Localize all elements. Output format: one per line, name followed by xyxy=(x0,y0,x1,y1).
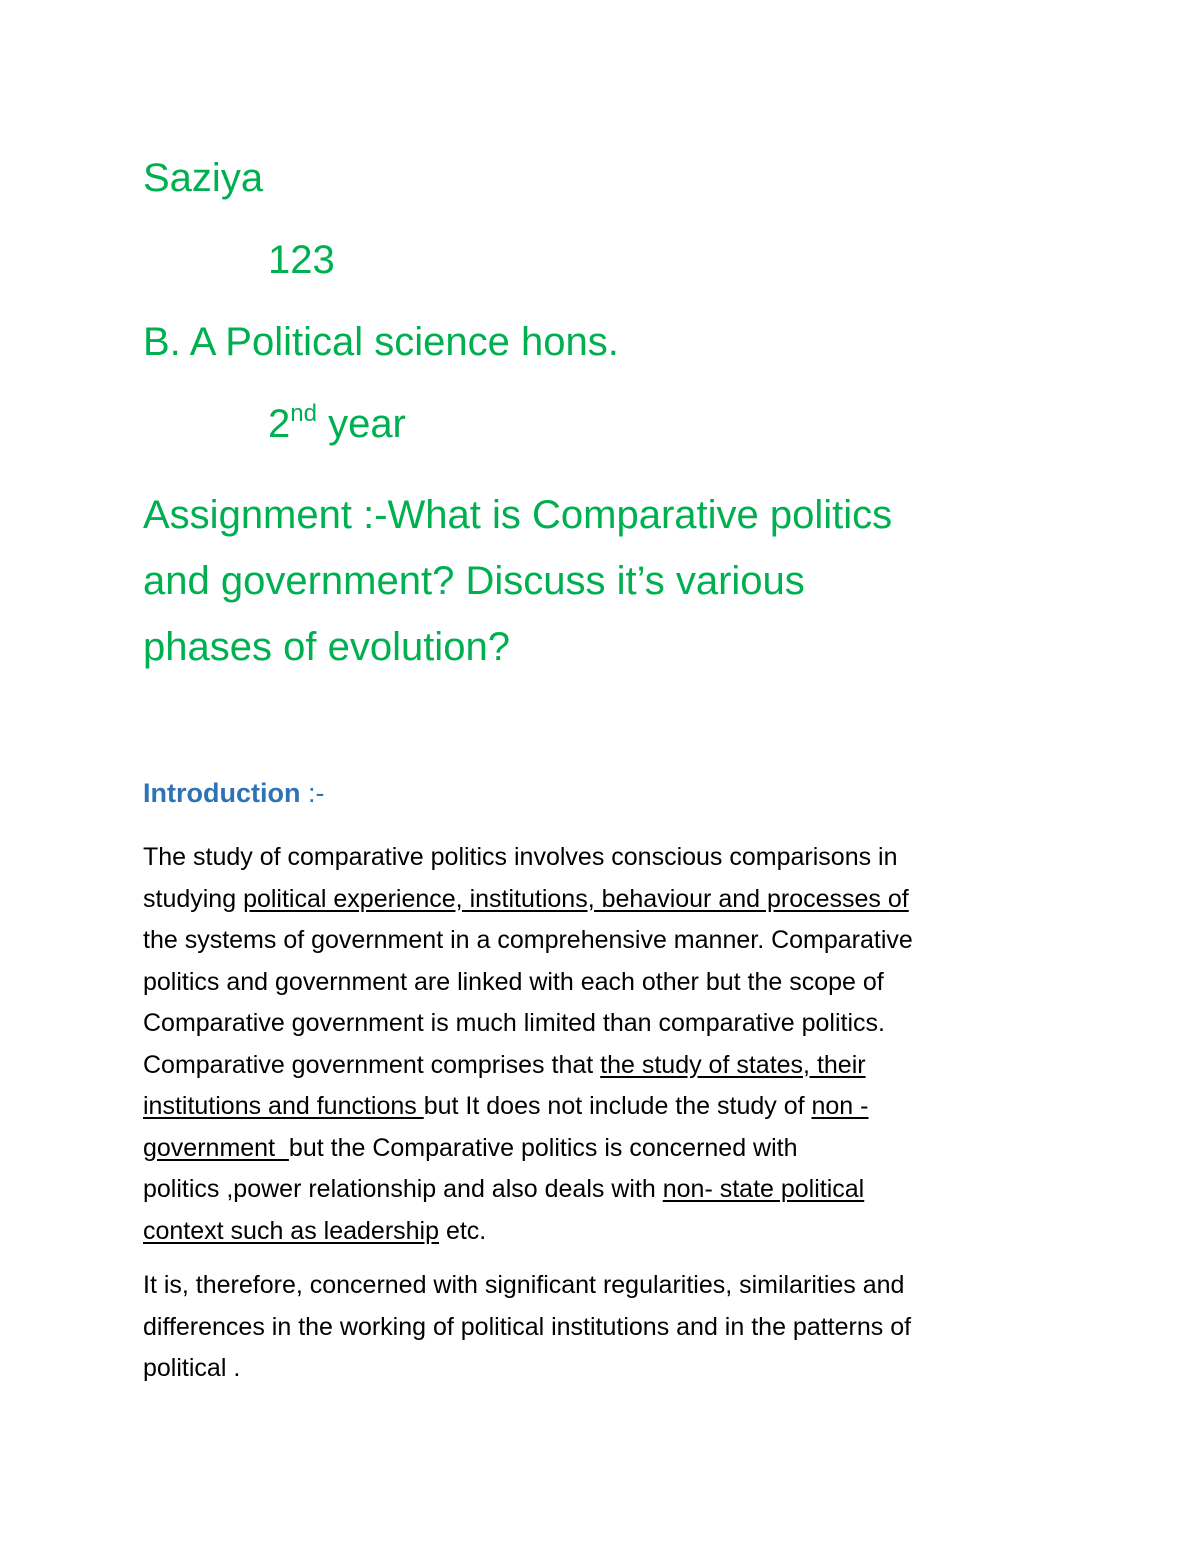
assignment-line: phases of evolution? xyxy=(143,625,510,669)
assignment-question xyxy=(143,482,1083,680)
assignment-line: and government? Discuss it’s various xyxy=(143,559,805,603)
paragraph-line: Comparative government is much limited than comparative politics. xyxy=(143,1009,885,1037)
underlined-text: context such as leadership xyxy=(143,1216,440,1245)
paragraph-text: but the Comparative politics is concerned with xyxy=(288,1133,798,1162)
paragraph-line: The study of comparative politics involves conscious comparisons in xyxy=(143,843,898,871)
introduction-heading xyxy=(143,778,324,809)
introduction-heading-colon: :- xyxy=(300,778,325,808)
underlined-text: non - xyxy=(811,1092,869,1120)
underlined-text: institutions and functions xyxy=(143,1092,424,1120)
paragraph-text: studying xyxy=(143,884,244,913)
paragraph-line xyxy=(143,1045,1073,1087)
paragraph-text: etc. xyxy=(439,1216,487,1245)
year-word: year xyxy=(316,402,406,446)
paragraph-line: It is, therefore, concerned with significant regularities, similarities and xyxy=(143,1271,905,1299)
introduction-paragraph xyxy=(143,837,1073,1252)
roll-number: 123 xyxy=(268,238,335,282)
paragraph-line: political . xyxy=(143,1354,241,1382)
course-title: B. A Political science hons. xyxy=(143,320,619,364)
paragraph-line: politics and government are linked with each other but the scope of xyxy=(143,967,884,996)
year-number: 2 xyxy=(268,402,291,446)
underlined-text: political experience, institutions, behaviour and processes of xyxy=(243,884,909,913)
paragraph-text: but It does not include the study of xyxy=(423,1092,812,1120)
assignment-line: Assignment :-What is Comparative politics xyxy=(143,493,893,537)
paragraph-line xyxy=(143,1169,1073,1211)
introduction-heading-text: Introduction xyxy=(143,778,301,808)
underlined-text: government xyxy=(143,1133,289,1162)
year-suffix: nd xyxy=(290,400,317,427)
paragraph-text: politics ,power relationship and also deals with xyxy=(143,1175,663,1203)
paragraph-line xyxy=(143,879,1073,921)
paragraph-line xyxy=(143,1086,1073,1128)
paragraph-text: Comparative government comprises that xyxy=(143,1050,601,1079)
underlined-text: the study of states, their xyxy=(600,1050,866,1079)
paragraph-line xyxy=(143,1211,1073,1253)
conclusion-paragraph xyxy=(143,1265,1073,1390)
paragraph-line: the systems of government in a comprehensive manner. Comparative xyxy=(143,926,913,954)
underlined-text: non- state political xyxy=(662,1175,865,1203)
student-name: Saziya xyxy=(143,156,264,200)
paragraph-line xyxy=(143,1128,1073,1170)
paragraph-line: differences in the working of political institutions and in the patterns of xyxy=(143,1312,912,1341)
study-year xyxy=(268,400,406,446)
